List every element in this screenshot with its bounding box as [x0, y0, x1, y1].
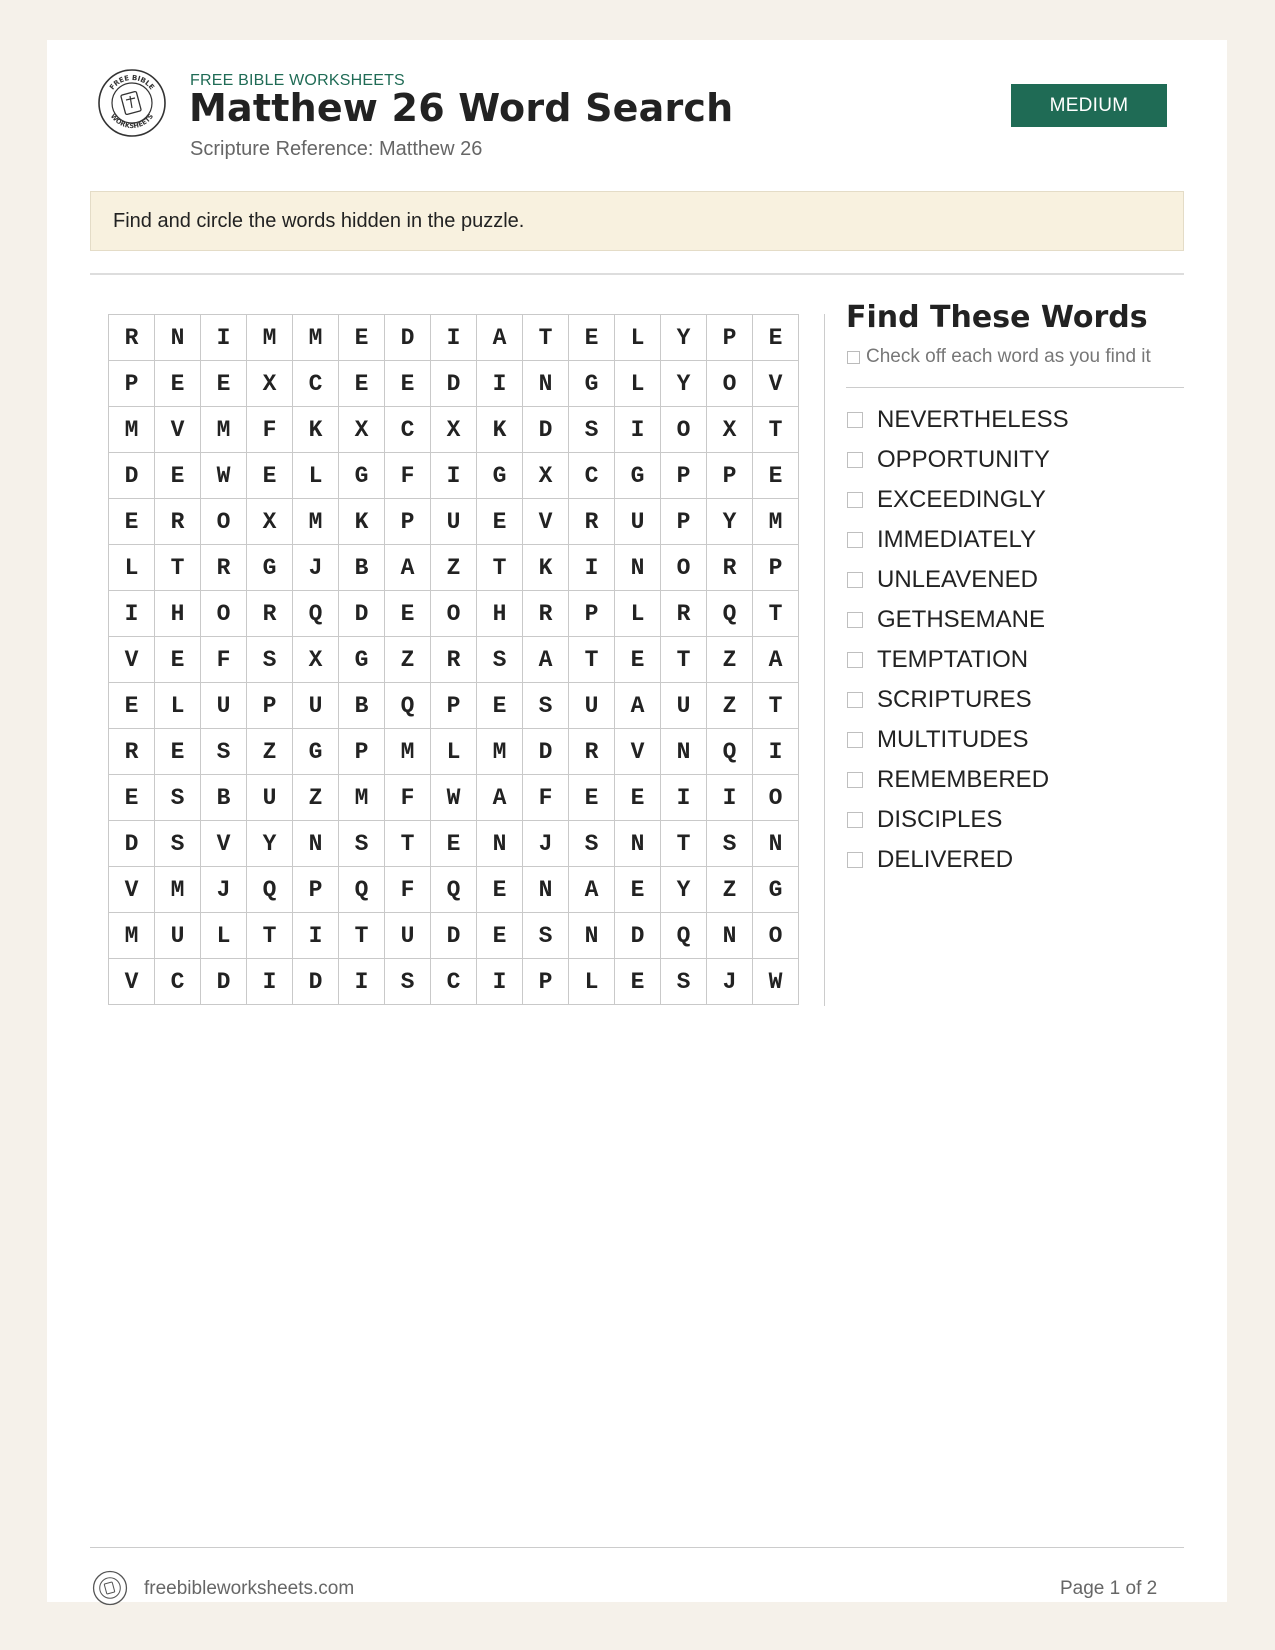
word-checkbox[interactable]	[847, 612, 863, 628]
grid-cell[interactable]: S	[523, 913, 569, 959]
page-title: Matthew 26 Word Search	[189, 86, 734, 130]
word-list-item	[847, 560, 1069, 600]
grid-cell[interactable]: F	[523, 775, 569, 821]
grid-cell[interactable]: Z	[707, 637, 753, 683]
grid-cell[interactable]: T	[753, 591, 799, 637]
grid-cell[interactable]: U	[155, 913, 201, 959]
grid-cell[interactable]: E	[615, 867, 661, 913]
grid-cell[interactable]: D	[109, 453, 155, 499]
word-checkbox[interactable]	[847, 652, 863, 668]
grid-cell[interactable]: S	[339, 821, 385, 867]
word-text: DELIVERED	[877, 846, 1014, 873]
grid-cell[interactable]: S	[477, 637, 523, 683]
grid-cell[interactable]: M	[155, 867, 201, 913]
grid-cell[interactable]: D	[339, 591, 385, 637]
grid-cell[interactable]: A	[523, 637, 569, 683]
hint-checkbox-icon	[847, 351, 860, 364]
grid-cell[interactable]: E	[155, 453, 201, 499]
grid-cell[interactable]: E	[569, 315, 615, 361]
grid-cell[interactable]: Y	[661, 315, 707, 361]
grid-cell[interactable]: G	[477, 453, 523, 499]
word-text: IMMEDIATELY	[877, 526, 1037, 553]
word-list-item	[847, 760, 1069, 800]
grid-cell[interactable]: D	[431, 361, 477, 407]
grid-cell[interactable]: S	[569, 821, 615, 867]
grid-cell[interactable]: P	[753, 545, 799, 591]
grid-cell[interactable]: O	[661, 407, 707, 453]
grid-cell[interactable]: P	[661, 453, 707, 499]
header-divider	[90, 273, 1184, 275]
grid-cell[interactable]: I	[569, 545, 615, 591]
grid-cell[interactable]: O	[753, 913, 799, 959]
word-text: GETHSEMANE	[877, 606, 1046, 633]
footer-divider	[90, 1547, 1184, 1548]
word-checkbox[interactable]	[847, 772, 863, 788]
grid-cell[interactable]: V	[109, 959, 155, 1005]
grid-cell[interactable]: Q	[661, 913, 707, 959]
grid-cell[interactable]: E	[155, 729, 201, 775]
grid-cell[interactable]: X	[293, 637, 339, 683]
grid-cell[interactable]: B	[339, 545, 385, 591]
grid-cell[interactable]: D	[201, 959, 247, 1005]
grid-cell[interactable]: R	[155, 499, 201, 545]
grid-cell[interactable]: Z	[707, 683, 753, 729]
grid-cell[interactable]: N	[661, 729, 707, 775]
word-text: UNLEAVENED	[877, 566, 1038, 593]
grid-cell[interactable]: J	[707, 959, 753, 1005]
grid-cell[interactable]: E	[109, 499, 155, 545]
grid-cell[interactable]: U	[615, 499, 661, 545]
word-list-title: Find These Words	[846, 300, 1148, 335]
grid-cell[interactable]: I	[615, 407, 661, 453]
grid-cell[interactable]: E	[753, 315, 799, 361]
grid-cell[interactable]: E	[477, 499, 523, 545]
grid-cell[interactable]: R	[109, 315, 155, 361]
grid-cell[interactable]: S	[707, 821, 753, 867]
grid-cell[interactable]: N	[155, 315, 201, 361]
word-list-item	[847, 480, 1069, 520]
grid-cell[interactable]: P	[707, 453, 753, 499]
grid-cell[interactable]: E	[155, 361, 201, 407]
word-checkbox[interactable]	[847, 452, 863, 468]
word-list-item	[847, 400, 1069, 440]
grid-cell[interactable]: T	[661, 821, 707, 867]
grid-cell[interactable]: N	[753, 821, 799, 867]
grid-cell[interactable]: A	[753, 637, 799, 683]
grid-cell[interactable]: M	[339, 775, 385, 821]
grid-cell[interactable]: C	[385, 407, 431, 453]
grid-cell[interactable]: E	[615, 959, 661, 1005]
grid-cell[interactable]: F	[247, 407, 293, 453]
grid-cell[interactable]: F	[201, 637, 247, 683]
grid-cell[interactable]: I	[339, 959, 385, 1005]
grid-cell[interactable]: D	[431, 913, 477, 959]
grid-cell[interactable]: U	[385, 913, 431, 959]
grid-cell[interactable]: T	[661, 637, 707, 683]
grid-cell[interactable]: G	[615, 453, 661, 499]
word-list-item	[847, 680, 1069, 720]
grid-cell[interactable]: T	[523, 315, 569, 361]
grid-cell[interactable]: Z	[293, 775, 339, 821]
grid-cell[interactable]: C	[293, 361, 339, 407]
grid-cell[interactable]: L	[109, 545, 155, 591]
grid-cell[interactable]: M	[477, 729, 523, 775]
grid-cell[interactable]: M	[293, 315, 339, 361]
grid-cell[interactable]: Q	[431, 867, 477, 913]
grid-cell[interactable]: P	[247, 683, 293, 729]
grid-cell[interactable]: O	[707, 361, 753, 407]
grid-cell[interactable]: D	[385, 315, 431, 361]
grid-cell[interactable]: Y	[661, 361, 707, 407]
grid-cell[interactable]: E	[753, 453, 799, 499]
grid-cell[interactable]: U	[293, 683, 339, 729]
grid-cell[interactable]: N	[293, 821, 339, 867]
grid-cell[interactable]: E	[385, 591, 431, 637]
grid-cell[interactable]: O	[753, 775, 799, 821]
grid-cell[interactable]: I	[477, 361, 523, 407]
brand-label: FREE BIBLE WORKSHEETS	[190, 72, 405, 89]
grid-cell[interactable]: F	[385, 867, 431, 913]
grid-cell[interactable]: I	[201, 315, 247, 361]
footer-website: freebibleworksheets.com	[144, 1578, 355, 1599]
grid-cell[interactable]: T	[247, 913, 293, 959]
worksheet-page	[47, 40, 1227, 1602]
grid-cell[interactable]: W	[201, 453, 247, 499]
grid-cell[interactable]: W	[431, 775, 477, 821]
grid-cell[interactable]: H	[155, 591, 201, 637]
grid-cell[interactable]: G	[569, 361, 615, 407]
grid-cell[interactable]: O	[431, 591, 477, 637]
grid-cell[interactable]: A	[569, 867, 615, 913]
grid-cell[interactable]: K	[477, 407, 523, 453]
grid-cell[interactable]: G	[339, 453, 385, 499]
grid-cell[interactable]: I	[753, 729, 799, 775]
grid-cell[interactable]: H	[477, 591, 523, 637]
grid-cell[interactable]: R	[523, 591, 569, 637]
word-list-item	[847, 800, 1069, 840]
word-list-divider	[846, 387, 1184, 388]
grid-cell[interactable]: R	[569, 499, 615, 545]
grid-cell[interactable]: L	[569, 959, 615, 1005]
grid-cell[interactable]: Z	[707, 867, 753, 913]
grid-cell[interactable]: L	[293, 453, 339, 499]
grid-cell[interactable]: N	[523, 867, 569, 913]
word-list-item	[847, 440, 1069, 480]
grid-cell[interactable]: V	[753, 361, 799, 407]
word-list-item	[847, 720, 1069, 760]
word-text: TEMPTATION	[877, 646, 1029, 673]
grid-cell[interactable]: P	[339, 729, 385, 775]
instructions-text: Find and circle the words hidden in the puzzle.	[113, 209, 525, 232]
grid-cell[interactable]: X	[339, 407, 385, 453]
word-list-hint	[847, 346, 1151, 368]
word-list-item	[847, 640, 1069, 680]
grid-cell[interactable]: C	[569, 453, 615, 499]
grid-cell[interactable]: V	[155, 407, 201, 453]
grid-cell[interactable]: Z	[385, 637, 431, 683]
word-list-hint-text: Check off each word as you find it	[866, 346, 1151, 367]
grid-cell[interactable]: E	[431, 821, 477, 867]
grid-cell[interactable]: S	[155, 821, 201, 867]
grid-cell[interactable]: N	[707, 913, 753, 959]
grid-cell[interactable]: E	[109, 683, 155, 729]
grid-cell[interactable]: T	[339, 913, 385, 959]
grid-cell[interactable]: Q	[339, 867, 385, 913]
grid-cell[interactable]: E	[247, 453, 293, 499]
grid-cell[interactable]: Z	[431, 545, 477, 591]
grid-cell[interactable]: I	[109, 591, 155, 637]
footer-logo-icon	[92, 1570, 128, 1606]
grid-cell[interactable]: V	[109, 637, 155, 683]
grid-cell[interactable]: D	[615, 913, 661, 959]
grid-cell[interactable]: X	[707, 407, 753, 453]
word-checkbox[interactable]	[847, 492, 863, 508]
grid-cell[interactable]: E	[477, 683, 523, 729]
grid-cell[interactable]: D	[293, 959, 339, 1005]
word-checkbox[interactable]	[847, 412, 863, 428]
grid-cell[interactable]: N	[615, 545, 661, 591]
grid-cell[interactable]: W	[753, 959, 799, 1005]
grid-cell[interactable]: M	[247, 315, 293, 361]
word-text: SCRIPTURES	[877, 686, 1032, 713]
word-text: OPPORTUNITY	[877, 446, 1050, 473]
word-text: MULTITUDES	[877, 726, 1029, 753]
grid-cell[interactable]: M	[753, 499, 799, 545]
grid-cell[interactable]: G	[247, 545, 293, 591]
grid-cell[interactable]: L	[615, 315, 661, 361]
grid-cell[interactable]: S	[569, 407, 615, 453]
grid-cell[interactable]: O	[201, 499, 247, 545]
word-checkbox[interactable]	[847, 852, 863, 868]
grid-cell[interactable]: N	[477, 821, 523, 867]
grid-cell[interactable]: E	[385, 361, 431, 407]
grid-cell[interactable]: P	[431, 683, 477, 729]
grid-cell[interactable]: X	[523, 453, 569, 499]
grid-cell[interactable]: E	[615, 775, 661, 821]
grid-cell[interactable]: L	[615, 361, 661, 407]
word-checkbox[interactable]	[847, 532, 863, 548]
word-text: EXCEEDINGLY	[877, 486, 1046, 513]
grid-cell[interactable]: C	[155, 959, 201, 1005]
grid-cell[interactable]: X	[431, 407, 477, 453]
grid-cell[interactable]: L	[431, 729, 477, 775]
word-list-item	[847, 600, 1069, 640]
word-list-item	[847, 840, 1069, 880]
grid-cell[interactable]: R	[431, 637, 477, 683]
grid-cell[interactable]: K	[523, 545, 569, 591]
grid-cell[interactable]: V	[615, 729, 661, 775]
word-text: DISCIPLES	[877, 806, 1003, 833]
grid-cell[interactable]: A	[477, 315, 523, 361]
grid-cell[interactable]: R	[201, 545, 247, 591]
grid-cell[interactable]: O	[201, 591, 247, 637]
grid-cell[interactable]: U	[247, 775, 293, 821]
grid-cell[interactable]: E	[201, 361, 247, 407]
page-number: Page 1 of 2	[1060, 1578, 1158, 1599]
grid-cell[interactable]: D	[523, 407, 569, 453]
grid-cell[interactable]: U	[201, 683, 247, 729]
grid-cell[interactable]: G	[339, 637, 385, 683]
grid-cell[interactable]: R	[247, 591, 293, 637]
grid-cell[interactable]: P	[569, 591, 615, 637]
grid-cell[interactable]: L	[155, 683, 201, 729]
word-checkbox[interactable]	[847, 572, 863, 588]
grid-cell[interactable]: S	[385, 959, 431, 1005]
grid-cell[interactable]: E	[339, 315, 385, 361]
grid-cell[interactable]: P	[385, 499, 431, 545]
svg-text:FREE BIBLE: FREE BIBLE	[108, 73, 156, 92]
grid-cell[interactable]: E	[339, 361, 385, 407]
grid-cell[interactable]: Q	[293, 591, 339, 637]
grid-cell[interactable]: I	[431, 315, 477, 361]
grid-cell[interactable]: P	[661, 499, 707, 545]
grid-cell[interactable]: N	[569, 913, 615, 959]
grid-cell[interactable]: M	[109, 913, 155, 959]
grid-cell[interactable]: A	[477, 775, 523, 821]
grid-cell[interactable]: S	[661, 959, 707, 1005]
grid-cell[interactable]: D	[109, 821, 155, 867]
grid-cell[interactable]: E	[569, 775, 615, 821]
grid-cell[interactable]: R	[109, 729, 155, 775]
grid-cell[interactable]: J	[293, 545, 339, 591]
grid-cell[interactable]: B	[201, 775, 247, 821]
grid-cell[interactable]: T	[385, 821, 431, 867]
grid-cell[interactable]: S	[523, 683, 569, 729]
grid-cell[interactable]: K	[293, 407, 339, 453]
grid-cell[interactable]: I	[247, 959, 293, 1005]
column-divider	[824, 314, 825, 1006]
grid-cell[interactable]: V	[523, 499, 569, 545]
instructions-box	[90, 191, 1184, 251]
grid-cell[interactable]: X	[247, 499, 293, 545]
grid-cell[interactable]: Q	[707, 591, 753, 637]
grid-cell[interactable]: I	[293, 913, 339, 959]
grid-cell[interactable]: P	[109, 361, 155, 407]
grid-cell[interactable]: M	[385, 729, 431, 775]
grid-cell[interactable]: N	[615, 821, 661, 867]
grid-cell[interactable]: T	[155, 545, 201, 591]
word-search-grid	[108, 314, 799, 1005]
grid-cell[interactable]: Q	[707, 729, 753, 775]
grid-cell[interactable]: N	[523, 361, 569, 407]
bible-worksheets-logo-icon	[97, 68, 167, 138]
grid-cell[interactable]: I	[707, 775, 753, 821]
grid-cell[interactable]: E	[477, 867, 523, 913]
grid-cell[interactable]: S	[155, 775, 201, 821]
grid-cell[interactable]: Z	[247, 729, 293, 775]
grid-cell[interactable]: D	[523, 729, 569, 775]
difficulty-badge: MEDIUM	[1011, 84, 1167, 127]
grid-cell[interactable]: S	[247, 637, 293, 683]
grid-cell[interactable]: Y	[247, 821, 293, 867]
grid-cell[interactable]: G	[753, 867, 799, 913]
grid-cell[interactable]: M	[109, 407, 155, 453]
grid-cell[interactable]: X	[247, 361, 293, 407]
word-checkbox[interactable]	[847, 812, 863, 828]
grid-cell[interactable]: L	[201, 913, 247, 959]
grid-cell[interactable]: A	[615, 683, 661, 729]
grid-cell[interactable]: Q	[247, 867, 293, 913]
grid-cell[interactable]: C	[431, 959, 477, 1005]
grid-cell[interactable]: E	[109, 775, 155, 821]
grid-cell[interactable]: Y	[707, 499, 753, 545]
grid-cell[interactable]: V	[109, 867, 155, 913]
grid-cell[interactable]: E	[155, 637, 201, 683]
grid-cell[interactable]: V	[201, 821, 247, 867]
grid-cell[interactable]: P	[523, 959, 569, 1005]
grid-cell[interactable]: R	[707, 545, 753, 591]
grid-cell[interactable]: J	[523, 821, 569, 867]
grid-cell[interactable]: O	[661, 545, 707, 591]
word-list-item	[847, 520, 1069, 560]
grid-cell[interactable]: M	[293, 499, 339, 545]
grid-cell[interactable]: Y	[661, 867, 707, 913]
grid-cell[interactable]: U	[661, 683, 707, 729]
grid-cell[interactable]: I	[431, 453, 477, 499]
grid-cell[interactable]: L	[615, 591, 661, 637]
grid-cell[interactable]: F	[385, 453, 431, 499]
grid-cell[interactable]: K	[339, 499, 385, 545]
word-text: NEVERTHELESS	[877, 406, 1069, 433]
grid-cell[interactable]: A	[385, 545, 431, 591]
word-list	[847, 400, 1069, 880]
grid-cell[interactable]: P	[293, 867, 339, 913]
grid-cell[interactable]: T	[477, 545, 523, 591]
grid-cell[interactable]: J	[201, 867, 247, 913]
grid-cell[interactable]: R	[569, 729, 615, 775]
grid-cell[interactable]: M	[201, 407, 247, 453]
grid-cell[interactable]: G	[293, 729, 339, 775]
grid-cell[interactable]: T	[753, 683, 799, 729]
grid-cell[interactable]: R	[661, 591, 707, 637]
grid-cell[interactable]: E	[615, 637, 661, 683]
grid-cell[interactable]: S	[201, 729, 247, 775]
svg-text:WORKSHEETS: WORKSHEETS	[108, 112, 156, 131]
word-checkbox[interactable]	[847, 732, 863, 748]
grid-cell[interactable]: U	[431, 499, 477, 545]
grid-cell[interactable]: T	[753, 407, 799, 453]
grid-cell[interactable]: T	[569, 637, 615, 683]
grid-cell[interactable]: B	[339, 683, 385, 729]
word-checkbox[interactable]	[847, 692, 863, 708]
word-text: REMEMBERED	[877, 766, 1050, 793]
grid-cell[interactable]: P	[707, 315, 753, 361]
scripture-reference: Scripture Reference: Matthew 26	[190, 138, 483, 160]
grid-cell[interactable]: I	[661, 775, 707, 821]
grid-cell[interactable]: U	[569, 683, 615, 729]
grid-cell[interactable]: I	[477, 959, 523, 1005]
grid-cell[interactable]: F	[385, 775, 431, 821]
grid-cell[interactable]: E	[477, 913, 523, 959]
grid-cell[interactable]: Q	[385, 683, 431, 729]
